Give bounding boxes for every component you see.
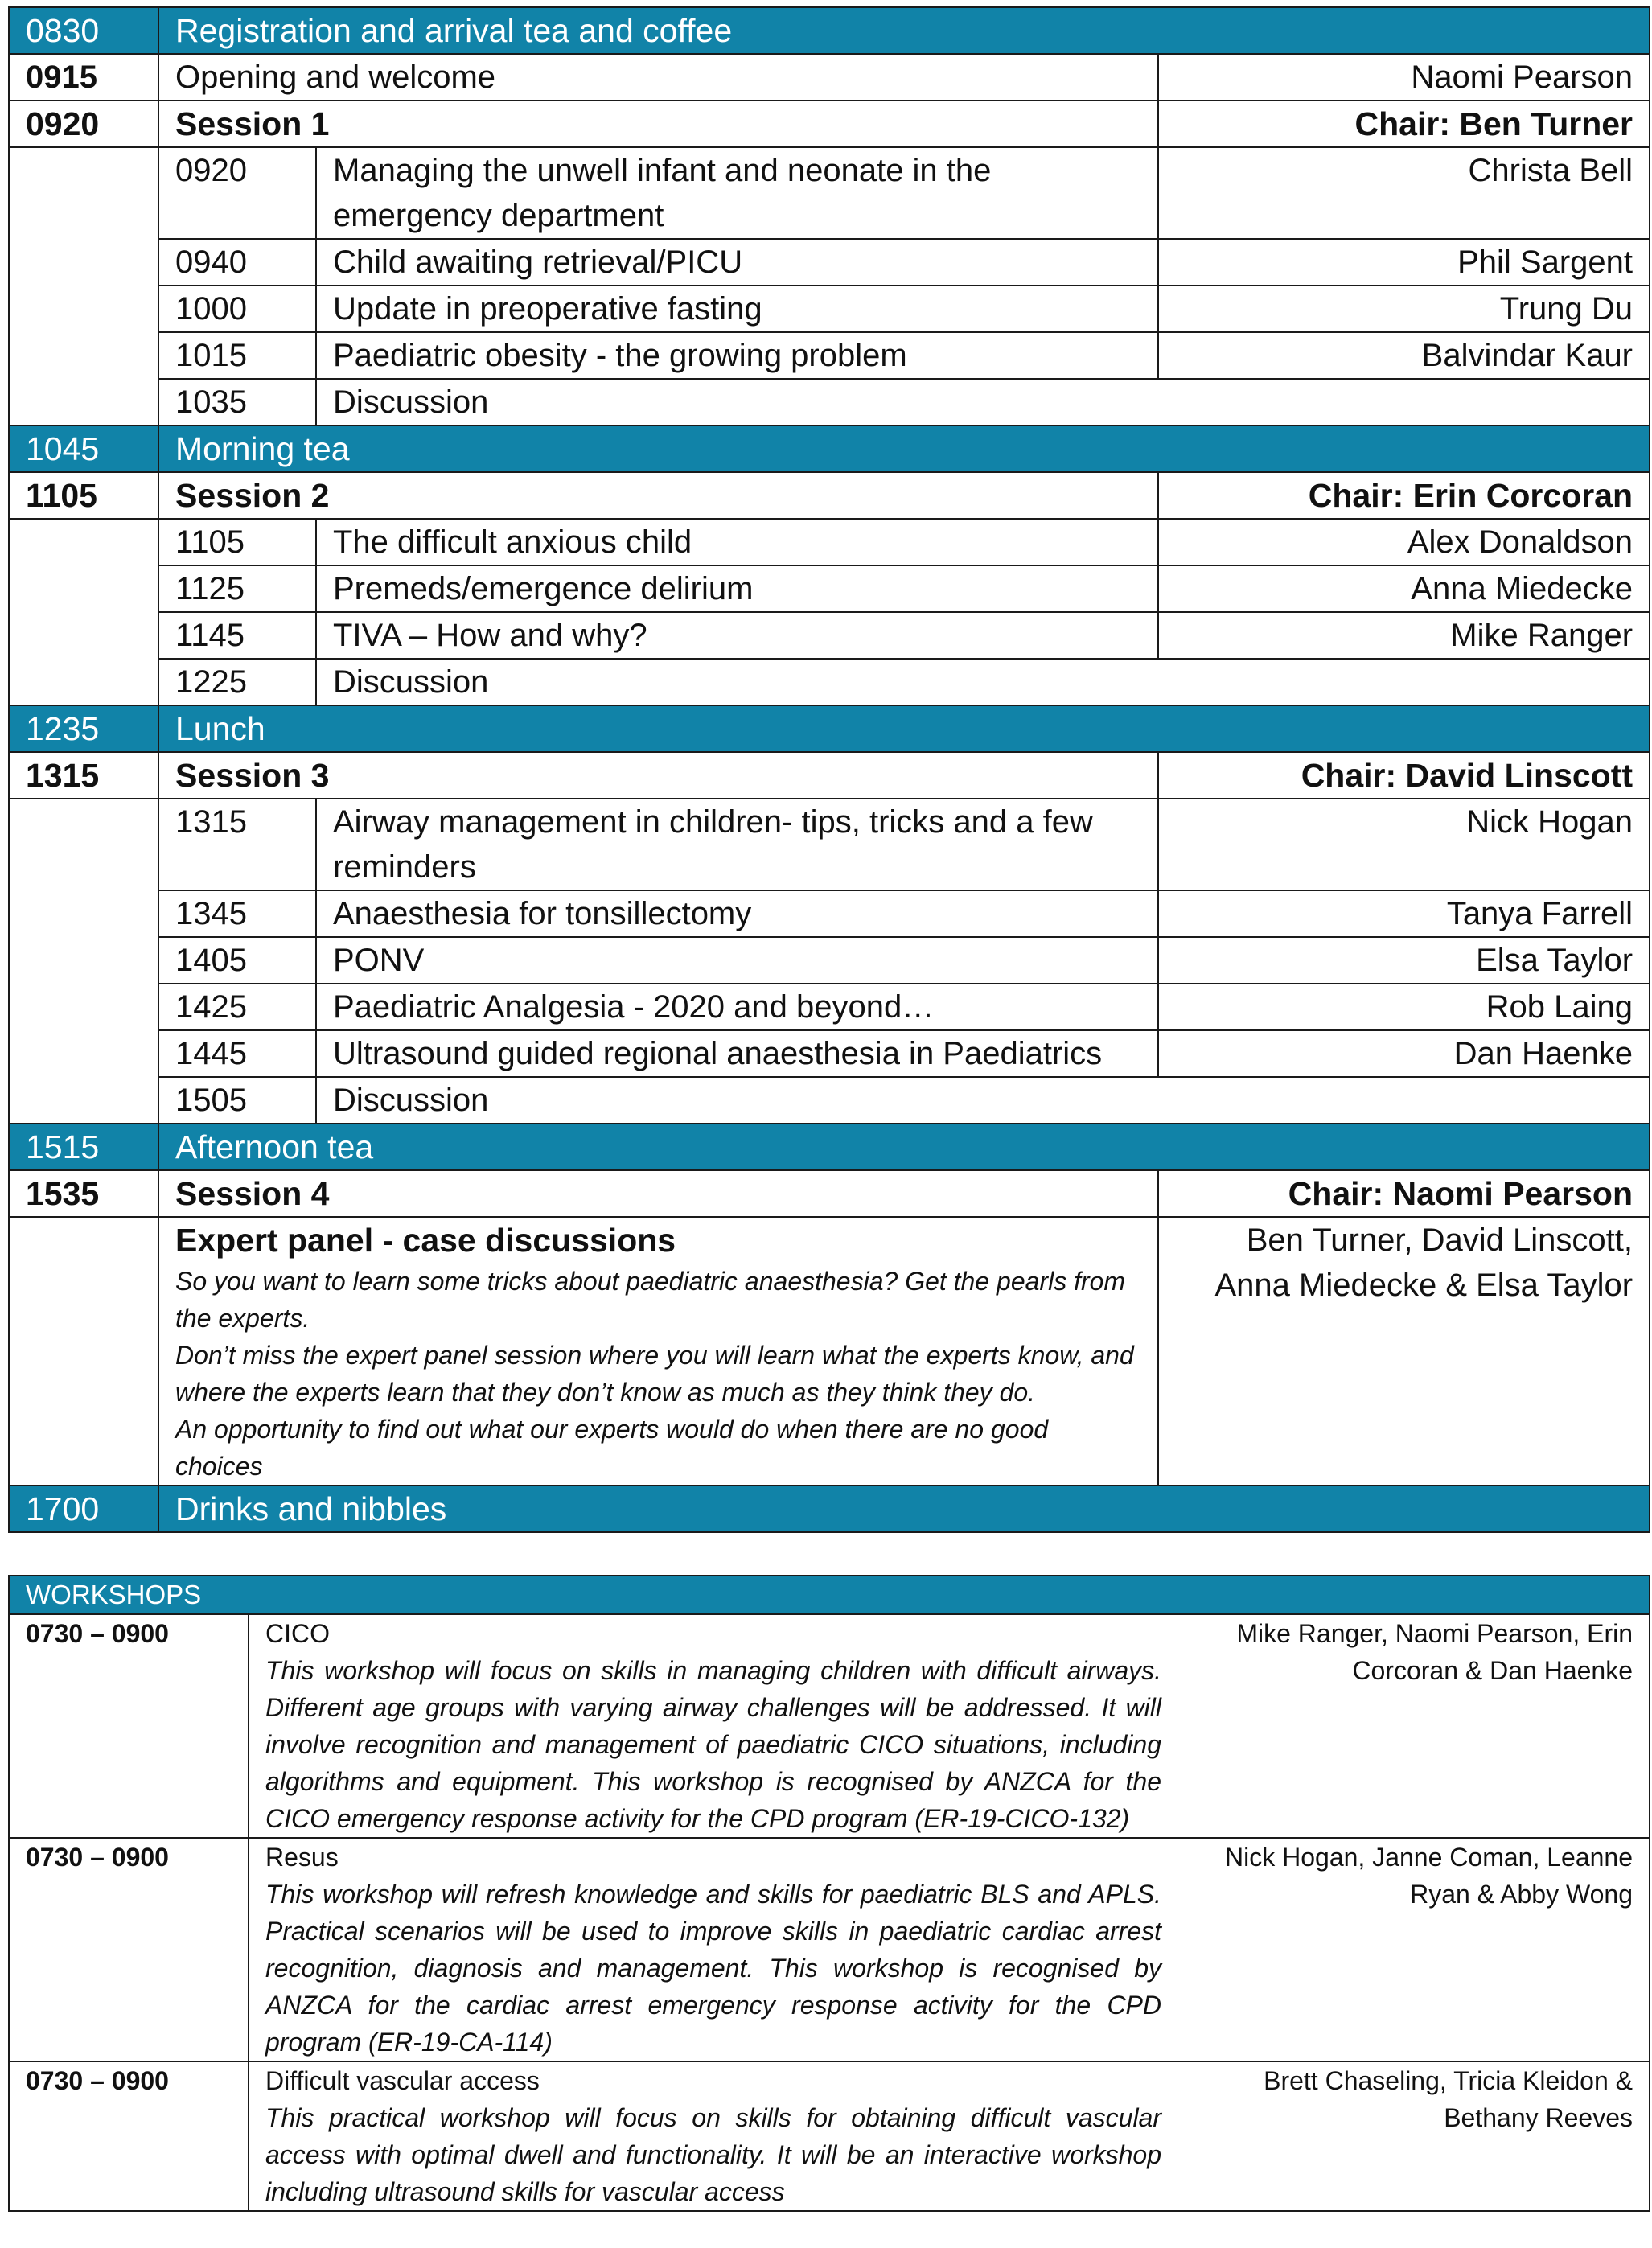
time-cell: 1515 — [9, 1124, 158, 1170]
talk-speaker: Tanya Farrell — [1158, 890, 1650, 937]
talk-speaker: Mike Ranger — [1158, 612, 1650, 659]
workshop-presenters: Nick Hogan, Janne Coman, Leanne Ryan & Abby Wong — [1177, 1838, 1650, 2061]
session-1-row — [9, 101, 1650, 147]
talk-title: Ultrasound guided regional anaesthesia in Paediatrics — [316, 1030, 1158, 1077]
lunch-row — [9, 705, 1650, 752]
talk-row — [9, 799, 1650, 890]
workshop-desc: This workshop will focus on skills in managing children with difficult airways. Different age groups with varying airway challenges will be addressed. It will involve recognition and management of paediatric CICO situations, including algorithms and equipment. This workshop is recognised by ANZCA for the CICO emergency response activity for the CPD program (ER-19-CICO-132) — [265, 1656, 1161, 1833]
item-label: Opening and welcome — [158, 54, 1158, 101]
registration-row — [9, 7, 1650, 54]
time-cell: 0830 — [9, 7, 158, 54]
panel-desc-2: Don’t miss the expert panel session where you will learn what the experts know, and where the experts learn that they don’t know as much as they think they do. — [175, 1341, 1134, 1407]
talk-title: Airway management in children- tips, tricks and a few reminders — [316, 799, 1158, 890]
workshop-desc: This practical workshop will focus on skills for obtaining difficult vascular access with optimal dwell and functionality. It will be an interactive workshop including ultrasound skills for vascular access — [265, 2103, 1161, 2206]
session-label: Session 4 — [158, 1170, 1158, 1217]
time-cell: 1105 — [9, 472, 158, 519]
workshop-row — [9, 1614, 1650, 1838]
talk-title: Paediatric obesity - the growing problem — [316, 332, 1158, 379]
session-chair: Chair: Erin Corcoran — [1158, 472, 1650, 519]
talk-time: 1445 — [158, 1030, 316, 1077]
workshop-cell — [249, 1614, 1177, 1838]
talk-speaker: Elsa Taylor — [1158, 937, 1650, 984]
speaker: Naomi Pearson — [1158, 54, 1650, 101]
break-label: Lunch — [158, 705, 1650, 752]
talk-speaker: Phil Sargent — [1158, 239, 1650, 286]
talk-row — [9, 332, 1650, 379]
workshop-row — [9, 2061, 1650, 2211]
talk-time: 1105 — [158, 519, 316, 565]
talk-time: 0940 — [158, 239, 316, 286]
talk-time: 1345 — [158, 890, 316, 937]
talk-title: TIVA – How and why? — [316, 612, 1158, 659]
talk-speaker: Christa Bell — [1158, 147, 1650, 239]
talk-time: 0920 — [158, 147, 316, 239]
talk-time: 1015 — [158, 332, 316, 379]
session-chair: Chair: Ben Turner — [1158, 101, 1650, 147]
talk-time: 1145 — [158, 612, 316, 659]
time-cell: 1535 — [9, 1170, 158, 1217]
break-label: Registration and arrival tea and coffee — [158, 7, 1650, 54]
talk-title: Update in preoperative fasting — [316, 286, 1158, 332]
talk-speaker: Dan Haenke — [1158, 1030, 1650, 1077]
break-label: Morning tea — [158, 425, 1650, 472]
program-table — [8, 6, 1650, 1533]
talk-title: Discussion — [316, 379, 1158, 425]
talk-time: 1000 — [158, 286, 316, 332]
session-label: Session 1 — [158, 101, 1158, 147]
panel-speakers: Ben Turner, David Linscott, Anna Miedecke & Elsa Taylor — [1158, 1217, 1650, 1486]
workshop-time: 0730 – 0900 — [9, 1838, 249, 2061]
talk-speaker: Trung Du — [1158, 286, 1650, 332]
talk-row — [9, 612, 1650, 659]
talk-title: PONV — [316, 937, 1158, 984]
session-4-row — [9, 1170, 1650, 1217]
talk-row — [9, 890, 1650, 937]
afternoon-tea-row — [9, 1124, 1650, 1170]
session-2-row — [9, 472, 1650, 519]
talk-row — [9, 379, 1650, 425]
session-chair: Chair: Naomi Pearson — [1158, 1170, 1650, 1217]
workshop-cell — [249, 1838, 1177, 2061]
talk-row — [9, 147, 1650, 239]
workshop-desc: This workshop will refresh knowledge and skills for paediatric BLS and APLS. Practical scenarios will be used to improve skills in paediatric cardiac arrest recognition, diagnosis and management. This workshop is recognised by ANZCA for the cardiac arrest emergency response activity for the CPD program (ER-19-CA-114) — [265, 1880, 1161, 2057]
talk-row — [9, 519, 1650, 565]
talk-title: Child awaiting retrieval/PICU — [316, 239, 1158, 286]
panel-title: Expert panel - case discussions — [175, 1222, 676, 1259]
talk-title: The difficult anxious child — [316, 519, 1158, 565]
workshop-cell — [249, 2061, 1177, 2211]
time-cell: 1235 — [9, 705, 158, 752]
workshop-title: CICO — [265, 1619, 330, 1648]
talk-speaker: Balvindar Kaur — [1158, 332, 1650, 379]
talk-row — [9, 239, 1650, 286]
talk-speaker: Alex Donaldson — [1158, 519, 1650, 565]
talk-row — [9, 286, 1650, 332]
session-3-row — [9, 752, 1650, 799]
workshop-time: 0730 – 0900 — [9, 1614, 249, 1838]
opening-row — [9, 54, 1650, 101]
talk-title: Discussion — [316, 659, 1158, 705]
talk-time: 1405 — [158, 937, 316, 984]
session-label: Session 2 — [158, 472, 1158, 519]
time-cell: 0915 — [9, 54, 158, 101]
workshop-row — [9, 1838, 1650, 2061]
workshops-header-row — [9, 1576, 1650, 1614]
talk-speaker: Anna Miedecke — [1158, 565, 1650, 612]
talk-row — [9, 565, 1650, 612]
talk-time: 1035 — [158, 379, 316, 425]
panel-desc-1: So you want to learn some tricks about paediatric anaesthesia? Get the pearls from the experts. — [175, 1267, 1126, 1333]
time-cell: 0920 — [9, 101, 158, 147]
expert-panel-row — [9, 1217, 1650, 1486]
talk-title: Discussion — [316, 1077, 1158, 1124]
workshops-header: WORKSHOPS — [9, 1576, 1650, 1614]
drinks-row — [9, 1486, 1650, 1532]
talk-time: 1425 — [158, 984, 316, 1030]
break-label: Drinks and nibbles — [158, 1486, 1650, 1532]
panel-desc-3: An opportunity to find out what our experts would do when there are no good choices — [175, 1415, 1049, 1481]
talk-title: Premeds/emergence delirium — [316, 565, 1158, 612]
workshop-title: Resus — [265, 1843, 339, 1872]
time-cell: 1700 — [9, 1486, 158, 1532]
talk-row — [9, 937, 1650, 984]
talk-time: 1125 — [158, 565, 316, 612]
talk-row — [9, 1030, 1650, 1077]
talk-time: 1225 — [158, 659, 316, 705]
workshop-title: Difficult vascular access — [265, 2066, 540, 2095]
workshops-table — [8, 1575, 1650, 2212]
talk-row — [9, 659, 1650, 705]
talk-speaker: Nick Hogan — [1158, 799, 1650, 890]
talk-title: Paediatric Analgesia - 2020 and beyond… — [316, 984, 1158, 1030]
session-label: Session 3 — [158, 752, 1158, 799]
panel-cell — [158, 1217, 1158, 1486]
talk-time: 1505 — [158, 1077, 316, 1124]
time-cell: 1315 — [9, 752, 158, 799]
workshop-presenters: Brett Chaseling, Tricia Kleidon & Bethany Reeves — [1177, 2061, 1650, 2211]
workshop-presenters: Mike Ranger, Naomi Pearson, Erin Corcoran & Dan Haenke — [1177, 1614, 1650, 1838]
talk-speaker: Rob Laing — [1158, 984, 1650, 1030]
talk-title: Managing the unwell infant and neonate in the emergency department — [316, 147, 1158, 239]
session-chair: Chair: David Linscott — [1158, 752, 1650, 799]
talk-row — [9, 1077, 1650, 1124]
talk-row — [9, 984, 1650, 1030]
talk-time: 1315 — [158, 799, 316, 890]
workshop-time: 0730 – 0900 — [9, 2061, 249, 2211]
talk-title: Anaesthesia for tonsillectomy — [316, 890, 1158, 937]
time-cell: 1045 — [9, 425, 158, 472]
morning-tea-row — [9, 425, 1650, 472]
break-label: Afternoon tea — [158, 1124, 1650, 1170]
